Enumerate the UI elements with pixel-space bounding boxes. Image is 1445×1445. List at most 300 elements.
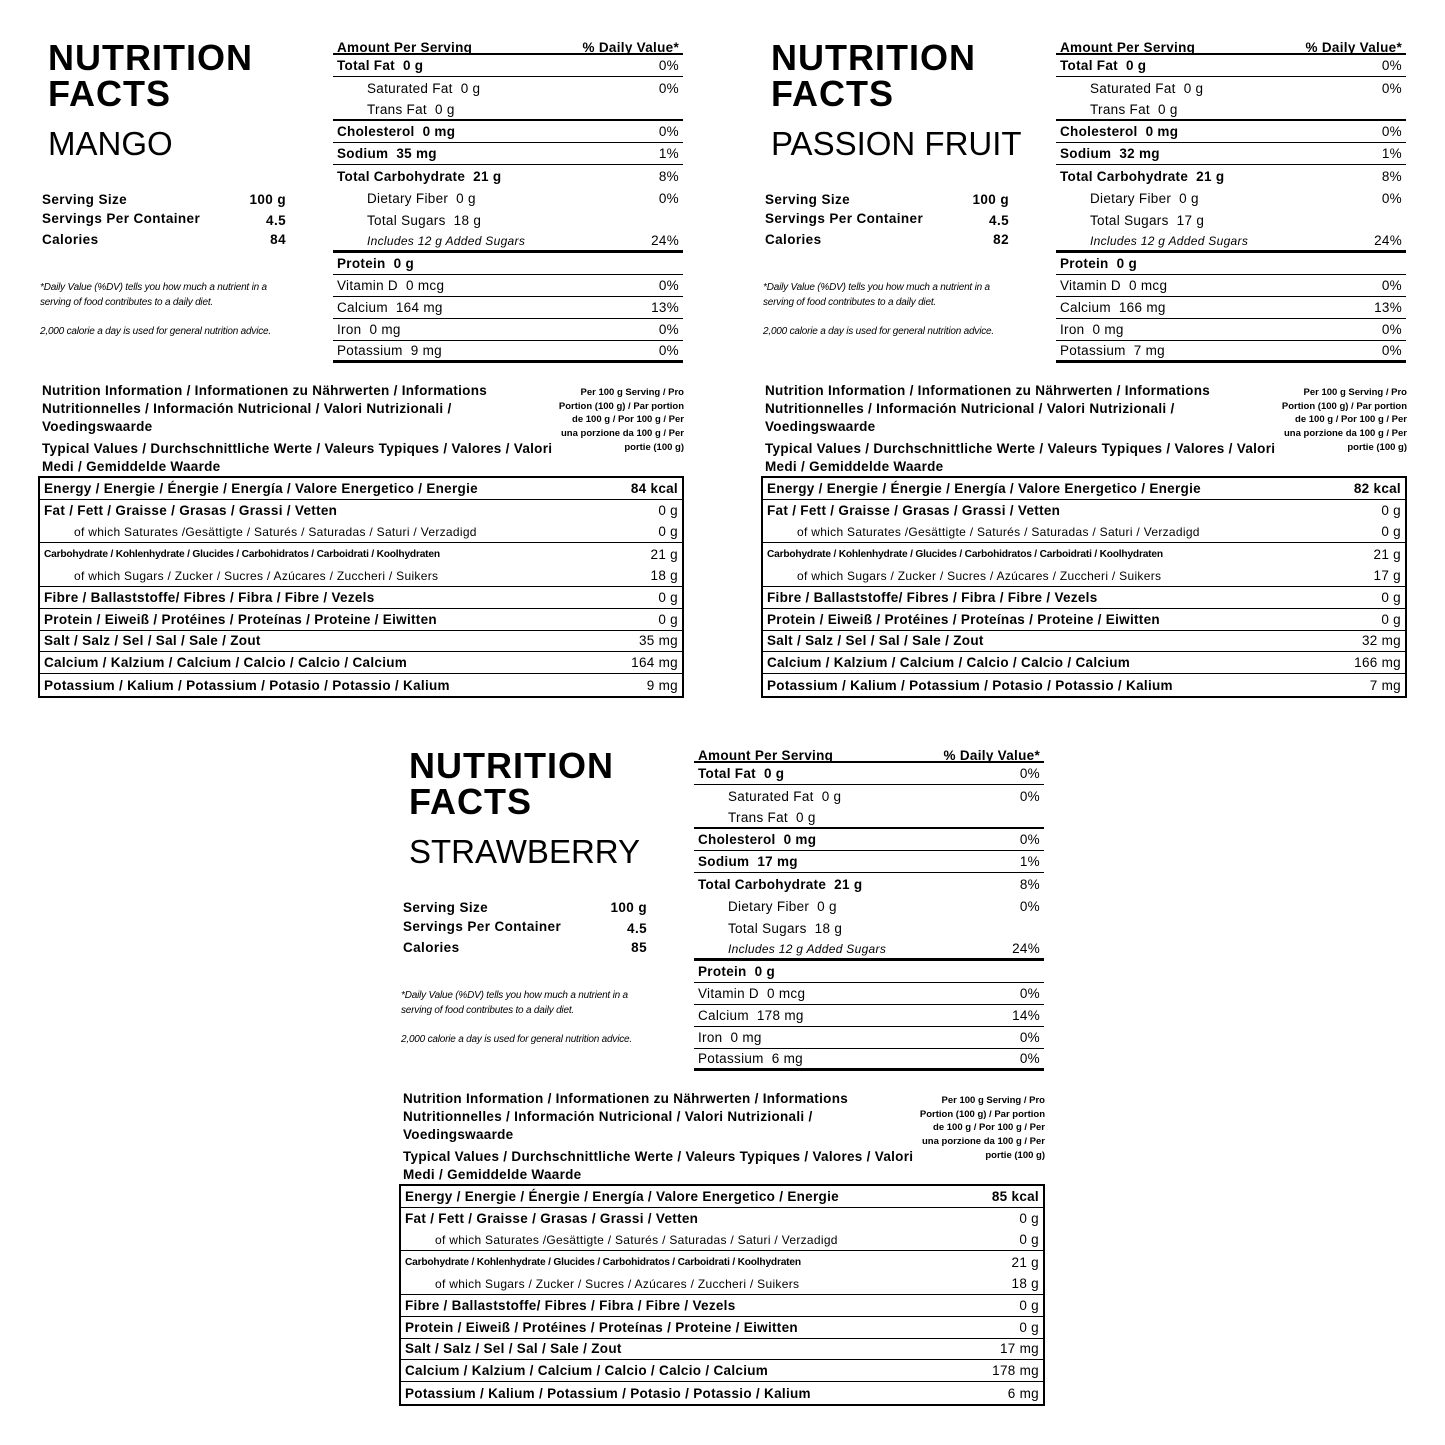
eu-nutrient-value: 0 g xyxy=(1381,589,1401,605)
serving-size-label: Serving Size xyxy=(403,900,489,915)
eu-nutrition-table xyxy=(399,1184,1045,1406)
eu-nutrient-value: 0 g xyxy=(1019,1232,1039,1248)
daily-value-heading: % Daily Value* xyxy=(1305,40,1402,55)
nutrient-name: Total Carbohydrate xyxy=(337,168,466,184)
nutrient-label xyxy=(337,169,501,184)
nutrient-name: Calcium xyxy=(337,300,388,315)
nutrient-amount: 21 g xyxy=(473,168,502,184)
title-line-1: NUTRITION xyxy=(48,37,253,78)
us-facts-row xyxy=(694,851,1044,873)
daily-value-percent: 0% xyxy=(658,190,679,206)
daily-value-percent: 0% xyxy=(1381,278,1402,293)
calories-label: Calories xyxy=(765,231,822,247)
daily-value-percent: 0% xyxy=(658,58,679,73)
nutrient-amount: 0 g xyxy=(402,58,424,73)
serving-size-label: Serving Size xyxy=(765,192,851,207)
eu-table-row xyxy=(401,1295,1043,1317)
nutrient-name: Iron xyxy=(1060,322,1085,337)
us-facts-rows xyxy=(694,763,1044,1071)
calories-value: 84 xyxy=(270,231,286,247)
eu-per-serving: Per 100 g Serving / Pro Portion (100 g) / Par portion de 100 g / Por 100 g / Per una porzione da 100 g / Per portie (100 g) xyxy=(1281,387,1407,453)
us-facts-row xyxy=(333,341,683,363)
eu-nutrient-label: Protein / Eiweiß / Protéines / Proteínas / Proteine / Eiwitten xyxy=(405,1319,798,1335)
serving-info xyxy=(42,190,286,250)
eu-nutrient-value: 84 kcal xyxy=(630,480,678,496)
nutrition-panel-strawberry xyxy=(399,745,1049,1413)
eu-nutrient-label: Potassium / Kalium / Potassium / Potasio / Potassio / Kalium xyxy=(405,1385,811,1401)
daily-value-percent: 0% xyxy=(1019,898,1040,914)
eu-table-row xyxy=(40,587,682,609)
nutrient-name: Cholesterol xyxy=(337,124,415,139)
us-facts-row xyxy=(333,55,683,77)
eu-table-row xyxy=(763,674,1405,696)
amount-per-serving-heading: Amount Per Serving xyxy=(698,748,834,763)
eu-nutrient-value: 0 g xyxy=(1019,1211,1039,1227)
daily-value-percent: 0% xyxy=(658,80,679,96)
eu-table-row xyxy=(763,631,1405,653)
eu-nutrient-label: of which Sugars / Zucker / Sucres / Azúcares / Zuccheri / Suikers xyxy=(797,568,1162,583)
daily-value-heading: % Daily Value* xyxy=(943,748,1040,763)
nutrient-amount: 0 g xyxy=(754,964,776,979)
daily-value-percent: 13% xyxy=(1374,300,1402,315)
eu-nutrient-label: of which Sugars / Zucker / Sucres / Azúcares / Zuccheri / Suikers xyxy=(435,1276,800,1291)
eu-nutrition-table xyxy=(761,476,1407,698)
eu-heading-text xyxy=(403,1090,923,1184)
nutrient-name: Iron xyxy=(698,1030,723,1045)
nutrient-label xyxy=(1060,102,1178,117)
nutrient-name: Saturated Fat xyxy=(728,788,814,804)
nutrient-amount: 18 g xyxy=(814,920,843,936)
daily-value-note: *Daily Value (%DV) tells you how much a nutrient in a serving of food contributes to a daily diet. xyxy=(763,282,990,308)
eu-table-row xyxy=(763,587,1405,609)
nutrient-name: Includes 12 g Added Sugars xyxy=(728,941,887,956)
daily-value-percent: 1% xyxy=(1019,854,1040,869)
serving-size-label: Serving Size xyxy=(42,192,128,207)
nutrient-amount: 9 mg xyxy=(410,343,442,358)
us-facts-row xyxy=(694,961,1044,983)
serving-size-row xyxy=(403,898,647,917)
eu-nutrient-label: Protein / Eiweiß / Protéines / Proteínas / Proteine / Eiwitten xyxy=(44,611,437,627)
daily-value-percent: 0% xyxy=(1019,1030,1040,1045)
nutrient-label xyxy=(337,234,533,248)
nutrient-name: Protein xyxy=(337,256,386,271)
nutrient-amount: 0 mg xyxy=(1145,124,1179,139)
eu-table-row xyxy=(401,1273,1043,1295)
eu-table-row xyxy=(763,543,1405,565)
eu-nutrient-value: 164 mg xyxy=(631,655,678,671)
serving-info xyxy=(403,898,647,958)
nutrient-label xyxy=(1060,234,1256,248)
nutrient-label xyxy=(698,1051,803,1066)
daily-value-note: *Daily Value (%DV) tells you how much a nutrient in a serving of food contributes to a daily diet. xyxy=(40,282,267,308)
serving-size-value: 100 g xyxy=(610,900,647,915)
us-facts-row xyxy=(1056,143,1406,165)
nutrient-amount: 32 mg xyxy=(1119,146,1160,161)
nutrient-amount: 0 mcg xyxy=(405,278,445,293)
panel-title xyxy=(409,745,614,822)
daily-value-percent: 8% xyxy=(1019,876,1040,892)
us-facts-header xyxy=(694,748,1044,763)
daily-value-percent: 24% xyxy=(651,233,679,248)
calories-label: Calories xyxy=(403,939,460,955)
nutrient-amount: 0 mcg xyxy=(766,986,806,1001)
nutrient-amount: 0 mg xyxy=(422,124,456,139)
daily-value-percent: 0% xyxy=(1381,124,1402,139)
eu-table-row xyxy=(763,500,1405,522)
nutrition-panel-passion-fruit xyxy=(761,37,1411,705)
us-facts-row xyxy=(694,939,1044,961)
us-facts-row xyxy=(694,1049,1044,1071)
eu-nutrient-value: 0 g xyxy=(1381,503,1401,519)
nutrient-amount: 178 mg xyxy=(756,1008,804,1023)
nutrient-label xyxy=(337,343,442,358)
eu-heading-text xyxy=(42,382,562,476)
eu-table-row xyxy=(401,1317,1043,1339)
nutrient-amount: 0 mg xyxy=(1092,322,1124,337)
eu-nutrient-label: Fibre / Ballaststoffe/ Fibres / Fibra / Fibre / Vezels xyxy=(767,589,1098,605)
eu-subheading: Typical Values / Durchschnittliche Werte / Valeurs Typiques / Valores / Valori Medi / Gemiddelde Waarde xyxy=(42,441,553,474)
panel-title xyxy=(48,37,253,114)
nutrient-name: Trans Fat xyxy=(728,809,788,825)
us-facts-row xyxy=(1056,341,1406,363)
nutrient-amount: 0 g xyxy=(1157,101,1178,117)
nutrient-name: Vitamin D xyxy=(1060,278,1121,293)
nutrient-name: Calcium xyxy=(698,1008,749,1023)
eu-table-row xyxy=(401,1382,1043,1404)
eu-table-row xyxy=(40,500,682,522)
nutrient-amount: 0 g xyxy=(456,190,476,206)
nutrient-label xyxy=(1060,300,1166,315)
nutrient-name: Potassium xyxy=(337,343,403,358)
eu-nutrient-label: Calcium / Kalzium / Calcium / Calcio / Calcio / Calcium xyxy=(44,655,408,671)
nutrient-amount: 17 g xyxy=(1176,212,1205,228)
eu-nutrient-label: Fat / Fett / Graisse / Grasas / Grassi / Vetten xyxy=(405,1211,699,1227)
eu-table-row xyxy=(40,674,682,696)
nutrient-name: Sodium xyxy=(1060,146,1112,161)
eu-nutrient-value: 0 g xyxy=(1019,1297,1039,1313)
nutrient-amount: 21 g xyxy=(1196,168,1225,184)
daily-value-percent: 0% xyxy=(1381,322,1402,337)
nutrient-label xyxy=(698,1030,762,1045)
nutrient-amount: 7 mg xyxy=(1133,343,1165,358)
eu-nutrient-label: of which Saturates /Gesättigte / Saturés / Saturadas / Saturi / Verzadigd xyxy=(74,524,477,539)
nutrient-label xyxy=(698,832,816,847)
servings-value: 4.5 xyxy=(266,213,286,228)
us-facts-row xyxy=(1056,77,1406,99)
eu-table-row xyxy=(40,565,682,587)
nutrient-label xyxy=(698,964,775,979)
nutrient-name: Vitamin D xyxy=(337,278,398,293)
daily-value-percent: 0% xyxy=(658,124,679,139)
calories-row xyxy=(42,228,286,250)
eu-nutrient-value: 0 g xyxy=(658,611,678,627)
us-facts-row xyxy=(333,319,683,341)
nutrient-label xyxy=(1060,191,1199,206)
eu-nutrient-label: Calcium / Kalzium / Calcium / Calcio / Calcio / Calcium xyxy=(767,655,1131,671)
nutrient-label xyxy=(1060,343,1165,358)
product-name: STRAWBERRY xyxy=(409,833,641,870)
nutrient-label xyxy=(337,300,443,315)
nutrient-label xyxy=(1060,322,1124,337)
us-facts-table xyxy=(694,748,1044,1071)
daily-value-percent: 24% xyxy=(1012,941,1040,956)
eu-nutrient-label: Energy / Energie / Énergie / Energía / Valore Energetico / Energie xyxy=(44,480,478,496)
us-facts-row xyxy=(1056,231,1406,253)
eu-nutrient-value: 166 mg xyxy=(1354,655,1401,671)
eu-nutrient-value: 32 mg xyxy=(1361,633,1401,649)
nutrient-name: Saturated Fat xyxy=(1090,80,1176,96)
nutrient-label xyxy=(337,213,481,228)
us-facts-row xyxy=(694,763,1044,785)
daily-value-percent: 8% xyxy=(658,168,679,184)
servings-label: Servings Per Container xyxy=(42,211,201,226)
us-facts-row xyxy=(333,165,683,187)
eu-nutrient-label: Energy / Energie / Énergie / Energía / Valore Energetico / Energie xyxy=(767,480,1201,496)
eu-nutrient-label: Carbohydrate / Kohlenhydrate / Glucides / Carbohidratos / Carboidrati / Koolhydraten xyxy=(405,1256,801,1268)
nutrient-label xyxy=(1060,146,1160,161)
nutrient-label xyxy=(1060,213,1204,228)
eu-nutrient-label: Salt / Salz / Sel / Sal / Sale / Zout xyxy=(405,1341,622,1357)
eu-nutrient-label: Carbohydrate / Kohlenhydrate / Glucides / Carbohidratos / Carboidrati / Koolhydraten xyxy=(44,548,440,560)
nutrient-label xyxy=(698,942,894,956)
eu-nutrient-value: 21 g xyxy=(1011,1254,1039,1270)
nutrient-label xyxy=(337,322,401,337)
eu-nutrient-label: Fat / Fett / Graisse / Grasas / Grassi / Vetten xyxy=(44,503,338,519)
us-facts-row xyxy=(333,187,683,209)
nutrient-label xyxy=(1060,278,1167,293)
eu-nutrient-value: 85 kcal xyxy=(991,1188,1039,1204)
serving-size-value: 100 g xyxy=(249,192,286,207)
nutrient-label xyxy=(337,278,444,293)
serving-info xyxy=(765,190,1009,250)
us-facts-table xyxy=(333,40,683,363)
eu-nutrient-value: 18 g xyxy=(1011,1276,1039,1292)
eu-nutrient-value: 178 mg xyxy=(992,1363,1039,1379)
nutrient-label xyxy=(1060,256,1137,271)
eu-nutrient-value: 0 g xyxy=(1019,1319,1039,1335)
us-facts-row xyxy=(694,829,1044,851)
servings-label: Servings Per Container xyxy=(765,211,924,226)
nutrient-name: Cholesterol xyxy=(698,832,776,847)
nutrient-amount: 0 g xyxy=(821,788,842,804)
nutrient-amount: 0 mg xyxy=(783,832,817,847)
nutrient-label xyxy=(337,102,455,117)
eu-table-row xyxy=(763,565,1405,587)
us-facts-row xyxy=(333,209,683,231)
us-facts-row xyxy=(1056,319,1406,341)
nutrient-name: Potassium xyxy=(1060,343,1126,358)
eu-nutrient-label: Energy / Energie / Énergie / Energía / Valore Energetico / Energie xyxy=(405,1188,839,1204)
amount-per-serving-heading: Amount Per Serving xyxy=(337,40,473,55)
eu-nutrient-value: 21 g xyxy=(650,546,678,562)
eu-table-row xyxy=(763,478,1405,500)
eu-heading-text xyxy=(765,382,1285,476)
us-facts-header xyxy=(333,40,683,55)
title-line-1: NUTRITION xyxy=(771,37,976,78)
nutrient-amount: 0 g xyxy=(763,766,785,781)
us-facts-row xyxy=(1056,253,1406,275)
eu-nutrient-label: Fibre / Ballaststoffe/ Fibres / Fibra / Fibre / Vezels xyxy=(44,589,375,605)
daily-value-percent: 0% xyxy=(1381,190,1402,206)
eu-heading: Nutrition Information / Informationen zu Nährwerten / Informations Nutritionnelles / Información Nutricional / Valori Nutrizionali / Voedingswaarde xyxy=(403,1091,849,1142)
nutrient-label xyxy=(337,256,414,271)
nutrient-name: Total Carbohydrate xyxy=(1060,168,1189,184)
nutrient-name: Total Sugars xyxy=(367,212,446,228)
nutrient-name: Protein xyxy=(1060,256,1109,271)
eu-nutrient-label: Carbohydrate / Kohlenhydrate / Glucides / Carbohidratos / Carboidrati / Koolhydraten xyxy=(767,548,1163,560)
nutrient-name: Total Carbohydrate xyxy=(698,876,827,892)
daily-value-percent: 0% xyxy=(658,278,679,293)
eu-table-row xyxy=(763,522,1405,544)
us-facts-row xyxy=(1056,187,1406,209)
servings-label: Servings Per Container xyxy=(403,919,562,934)
nutrient-label xyxy=(698,789,841,804)
nutrient-label xyxy=(698,766,784,781)
us-facts-row xyxy=(333,121,683,143)
title-line-2: FACTS xyxy=(48,73,172,114)
eu-table-row xyxy=(401,1339,1043,1361)
nutrient-name: Vitamin D xyxy=(698,986,759,1001)
eu-table-row xyxy=(40,609,682,631)
nutrient-label xyxy=(698,986,805,1001)
servings-row xyxy=(765,209,1009,228)
nutrient-label xyxy=(337,58,423,73)
nutrient-name: Dietary Fiber xyxy=(367,190,449,206)
nutrient-label xyxy=(337,191,476,206)
calories-value: 85 xyxy=(631,939,647,955)
daily-value-percent: 0% xyxy=(1381,58,1402,73)
nutrient-name: Saturated Fat xyxy=(367,80,453,96)
calorie-note: 2,000 calorie a day is used for general nutrition advice. xyxy=(763,326,994,337)
eu-nutrient-value: 6 mg xyxy=(1007,1385,1039,1401)
daily-value-percent: 0% xyxy=(1381,343,1402,358)
nutrient-amount: 0 g xyxy=(795,809,816,825)
nutrient-label xyxy=(698,810,816,825)
us-facts-row xyxy=(1056,297,1406,319)
nutrient-label xyxy=(698,854,798,869)
eu-table-row xyxy=(763,652,1405,674)
title-line-2: FACTS xyxy=(771,73,895,114)
eu-table-row xyxy=(401,1230,1043,1252)
daily-value-percent: 13% xyxy=(651,300,679,315)
servings-row xyxy=(42,209,286,228)
nutrient-label xyxy=(337,81,480,96)
eu-nutrient-label: Salt / Salz / Sel / Sal / Sale / Zout xyxy=(44,633,261,649)
nutrient-label xyxy=(698,877,862,892)
nutrient-name: Dietary Fiber xyxy=(1090,190,1172,206)
us-facts-row xyxy=(333,99,683,121)
eu-nutrient-label: of which Saturates /Gesättigte / Saturés / Saturadas / Saturi / Verzadigd xyxy=(797,524,1200,539)
daily-value-percent: 0% xyxy=(1019,832,1040,847)
calorie-note: 2,000 calorie a day is used for general nutrition advice. xyxy=(401,1034,632,1045)
nutrient-name: Sodium xyxy=(698,854,750,869)
calories-row xyxy=(403,936,647,958)
us-facts-row xyxy=(333,231,683,253)
us-facts-row xyxy=(333,297,683,319)
eu-nutrient-label: Potassium / Kalium / Potassium / Potasio / Potassio / Kalium xyxy=(44,677,450,693)
calorie-note: 2,000 calorie a day is used for general nutrition advice. xyxy=(40,326,271,337)
eu-per-serving: Per 100 g Serving / Pro Portion (100 g) / Par portion de 100 g / Por 100 g / Per una porzione da 100 g / Per portie (100 g) xyxy=(558,387,684,453)
eu-nutrient-label: of which Sugars / Zucker / Sucres / Azúcares / Zuccheri / Suikers xyxy=(74,568,439,583)
us-facts-row xyxy=(694,785,1044,807)
eu-heading: Nutrition Information / Informationen zu Nährwerten / Informations Nutritionnelles / Información Nutricional / Valori Nutrizionali / Voedingswaarde xyxy=(42,383,488,434)
eu-subheading: Typical Values / Durchschnittliche Werte / Valeurs Typiques / Valores / Valori Medi / Gemiddelde Waarde xyxy=(765,441,1276,474)
title-line-2: FACTS xyxy=(409,781,533,822)
daily-value-percent: 0% xyxy=(658,322,679,337)
nutrient-label xyxy=(698,1008,804,1023)
eu-table-row xyxy=(40,652,682,674)
eu-table-row xyxy=(40,478,682,500)
nutrient-label xyxy=(1060,58,1146,73)
nutrient-amount: 21 g xyxy=(834,876,863,892)
nutrient-amount: 0 g xyxy=(393,256,415,271)
us-facts-row xyxy=(333,275,683,297)
nutrient-name: Iron xyxy=(337,322,362,337)
eu-nutrient-value: 7 mg xyxy=(1369,677,1401,693)
nutrient-name: Calcium xyxy=(1060,300,1111,315)
eu-table-row xyxy=(401,1251,1043,1273)
nutrient-amount: 0 g xyxy=(1183,80,1204,96)
daily-value-percent: 0% xyxy=(1019,1051,1040,1066)
nutrient-label xyxy=(1060,81,1203,96)
nutrient-label xyxy=(337,146,437,161)
nutrient-amount: 0 g xyxy=(460,80,481,96)
eu-nutrient-value: 35 mg xyxy=(638,633,678,649)
eu-nutrient-label: Fibre / Ballaststoffe/ Fibres / Fibra / Fibre / Vezels xyxy=(405,1297,736,1313)
nutrient-name: Includes 12 g Added Sugars xyxy=(1090,233,1249,248)
eu-nutrition-table xyxy=(38,476,684,698)
nutrient-amount: 0 mg xyxy=(730,1030,762,1045)
daily-value-percent: 1% xyxy=(1381,146,1402,161)
us-facts-row xyxy=(694,1005,1044,1027)
us-facts-table xyxy=(1056,40,1406,363)
servings-value: 4.5 xyxy=(989,213,1009,228)
nutrient-amount: 0 g xyxy=(817,898,837,914)
us-facts-row xyxy=(1056,275,1406,297)
nutrient-amount: 6 mg xyxy=(771,1051,803,1066)
calories-row xyxy=(765,228,1009,250)
panel-title xyxy=(771,37,976,114)
eu-table-row xyxy=(401,1208,1043,1230)
daily-value-percent: 0% xyxy=(1381,80,1402,96)
eu-nutrient-label: Fat / Fett / Graisse / Grasas / Grassi / Vetten xyxy=(767,503,1061,519)
nutrient-label xyxy=(1060,169,1224,184)
eu-nutrient-value: 17 mg xyxy=(999,1341,1039,1357)
nutrient-name: Cholesterol xyxy=(1060,124,1138,139)
nutrient-name: Sodium xyxy=(337,146,389,161)
serving-size-row xyxy=(42,190,286,209)
daily-value-percent: 0% xyxy=(658,343,679,358)
daily-value-percent: 14% xyxy=(1012,1008,1040,1023)
us-facts-row xyxy=(694,917,1044,939)
daily-value-percent: 0% xyxy=(1019,986,1040,1001)
nutrient-name: Total Sugars xyxy=(728,920,807,936)
daily-value-percent: 0% xyxy=(1019,766,1040,781)
nutrient-name: Total Fat xyxy=(1060,58,1118,73)
eu-heading: Nutrition Information / Informationen zu Nährwerten / Informations Nutritionnelles / Información Nutricional / Valori Nutrizionali / Voedingswaarde xyxy=(765,383,1211,434)
eu-table-row xyxy=(40,543,682,565)
nutrient-name: Total Fat xyxy=(698,766,756,781)
nutrient-name: Potassium xyxy=(698,1051,764,1066)
nutrient-label xyxy=(698,899,837,914)
nutrient-amount: 166 mg xyxy=(1118,300,1166,315)
nutrient-label xyxy=(337,124,455,139)
serving-size-value: 100 g xyxy=(972,192,1009,207)
nutrient-name: Trans Fat xyxy=(367,101,427,117)
eu-nutrient-value: 21 g xyxy=(1373,546,1401,562)
us-facts-row xyxy=(333,253,683,275)
eu-nutrient-value: 17 g xyxy=(1373,568,1401,584)
